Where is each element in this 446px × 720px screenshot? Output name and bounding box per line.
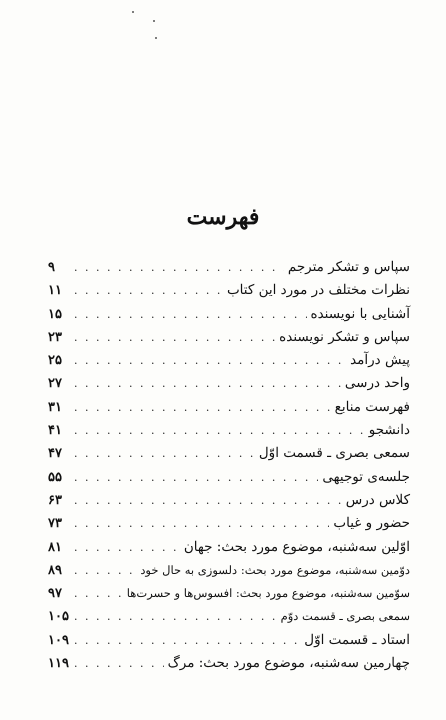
- toc-entry-title: سپاس و تشکر مترجم: [287, 259, 410, 275]
- toc-dot-leader: [74, 396, 331, 419]
- toc-entry-page: ۱۱: [48, 283, 62, 299]
- toc-entry-page: ۱۰۵: [48, 609, 69, 625]
- toc-dot-leader: [74, 349, 346, 372]
- toc-entry-page: ۸۱: [48, 539, 62, 555]
- toc-entry-page: ۱۰۹: [48, 632, 69, 648]
- toc-dot-leader: [74, 629, 300, 652]
- toc-dot-leader: [74, 559, 136, 582]
- scan-speck: [153, 20, 155, 22]
- toc-entry-page: ۷۳: [48, 516, 62, 532]
- toc-dot-leader: [74, 512, 329, 535]
- toc-entry-title: حضور و غیاب: [333, 515, 410, 532]
- toc-row: [48, 559, 410, 582]
- toc-entry-page: ۹۷: [48, 586, 62, 602]
- toc-entry-title: نظرات مختلف در مورد این کتاب: [226, 282, 410, 299]
- toc-row: [48, 512, 410, 535]
- toc-dot-leader: [74, 466, 318, 489]
- toc-dot-leader: [74, 256, 284, 279]
- toc-entry-title: دانشجو: [368, 422, 410, 439]
- toc-row: [48, 303, 410, 326]
- toc-entry-page: ۳۱: [48, 399, 62, 415]
- toc-entry-page: ۱۱۹: [48, 656, 69, 672]
- toc-row: [48, 279, 410, 302]
- toc-entry-title: چهارمین سه‌شنبه، موضوع مورد بحث: مرگ: [167, 655, 410, 672]
- toc-entry-page: ۴۱: [48, 423, 62, 439]
- toc-row: [48, 442, 410, 465]
- toc-row: [48, 466, 410, 489]
- toc-dot-leader: [74, 536, 180, 559]
- toc-dot-leader: [74, 582, 123, 605]
- toc-entry-page: ۹: [48, 260, 55, 275]
- toc-entry-title: آشنایی با نویسنده: [310, 305, 410, 322]
- toc-entry-title: سمعی بصری ـ قسمت دوّم: [280, 609, 410, 624]
- toc-dot-leader: [74, 489, 342, 512]
- page-title: فهرست: [186, 204, 260, 230]
- toc-dot-leader: [74, 303, 307, 326]
- toc-entry-title: کلاس درس: [345, 491, 410, 508]
- toc-row: [48, 489, 410, 512]
- toc-row: [48, 605, 410, 628]
- toc-entry-title: واحد درسی: [344, 375, 410, 392]
- scan-speck: [155, 37, 157, 39]
- toc-row: [48, 256, 410, 279]
- toc-entry-title: جلسه‌ی توجیهی: [322, 468, 410, 485]
- toc-entry-title: اوّلین سه‌شنبه، موضوع مورد بحث: جهان: [183, 538, 410, 555]
- toc-entry-title: سمعی بصری ـ قسمت اوّل: [258, 445, 410, 462]
- toc-dot-leader: [74, 652, 164, 675]
- toc-entry-page: ۵۵: [48, 469, 62, 485]
- toc-dot-leader: [74, 442, 255, 465]
- toc-entry-page: ۲۳: [48, 329, 62, 345]
- toc-row: [48, 372, 410, 395]
- toc-row: [48, 349, 410, 372]
- toc-row: [48, 629, 410, 652]
- toc-dot-leader: [74, 326, 275, 349]
- toc-row: [48, 419, 410, 442]
- table-of-contents: [48, 256, 410, 675]
- toc-row: [48, 582, 410, 605]
- toc-row: [48, 652, 410, 675]
- toc-entry-page: ۴۷: [48, 446, 62, 462]
- toc-entry-title: فهرست منابع: [334, 398, 410, 415]
- toc-row: [48, 536, 410, 559]
- toc-entry-page: ۶۳: [48, 492, 62, 508]
- toc-dot-leader: [74, 372, 341, 395]
- toc-row: [48, 396, 410, 419]
- toc-dot-leader: [74, 605, 277, 628]
- toc-entry-page: ۲۷: [48, 376, 62, 392]
- toc-entry-title: سپاس و تشکر نویسنده: [279, 328, 410, 345]
- toc-dot-leader: [74, 419, 365, 442]
- toc-row: [48, 326, 410, 349]
- toc-entry-page: ۲۵: [48, 353, 62, 369]
- toc-dot-leader: [74, 279, 223, 302]
- toc-entry-title: سوّمین سه‌شنبه، موضوع مورد بحث: افسوس‌ها و حسرت‌ها: [126, 586, 410, 601]
- toc-entry-title: استاد ـ قسمت اوّل: [304, 631, 410, 648]
- toc-entry-page: ۱۵: [48, 306, 62, 322]
- toc-entry-title: دوّمین سه‌شنبه، موضوع مورد بحث: دلسوزی به حال خود: [140, 562, 410, 577]
- toc-entry-page: ۸۹: [48, 562, 62, 578]
- scan-speck: [132, 11, 134, 13]
- toc-entry-title: پیش درآمد: [350, 352, 410, 369]
